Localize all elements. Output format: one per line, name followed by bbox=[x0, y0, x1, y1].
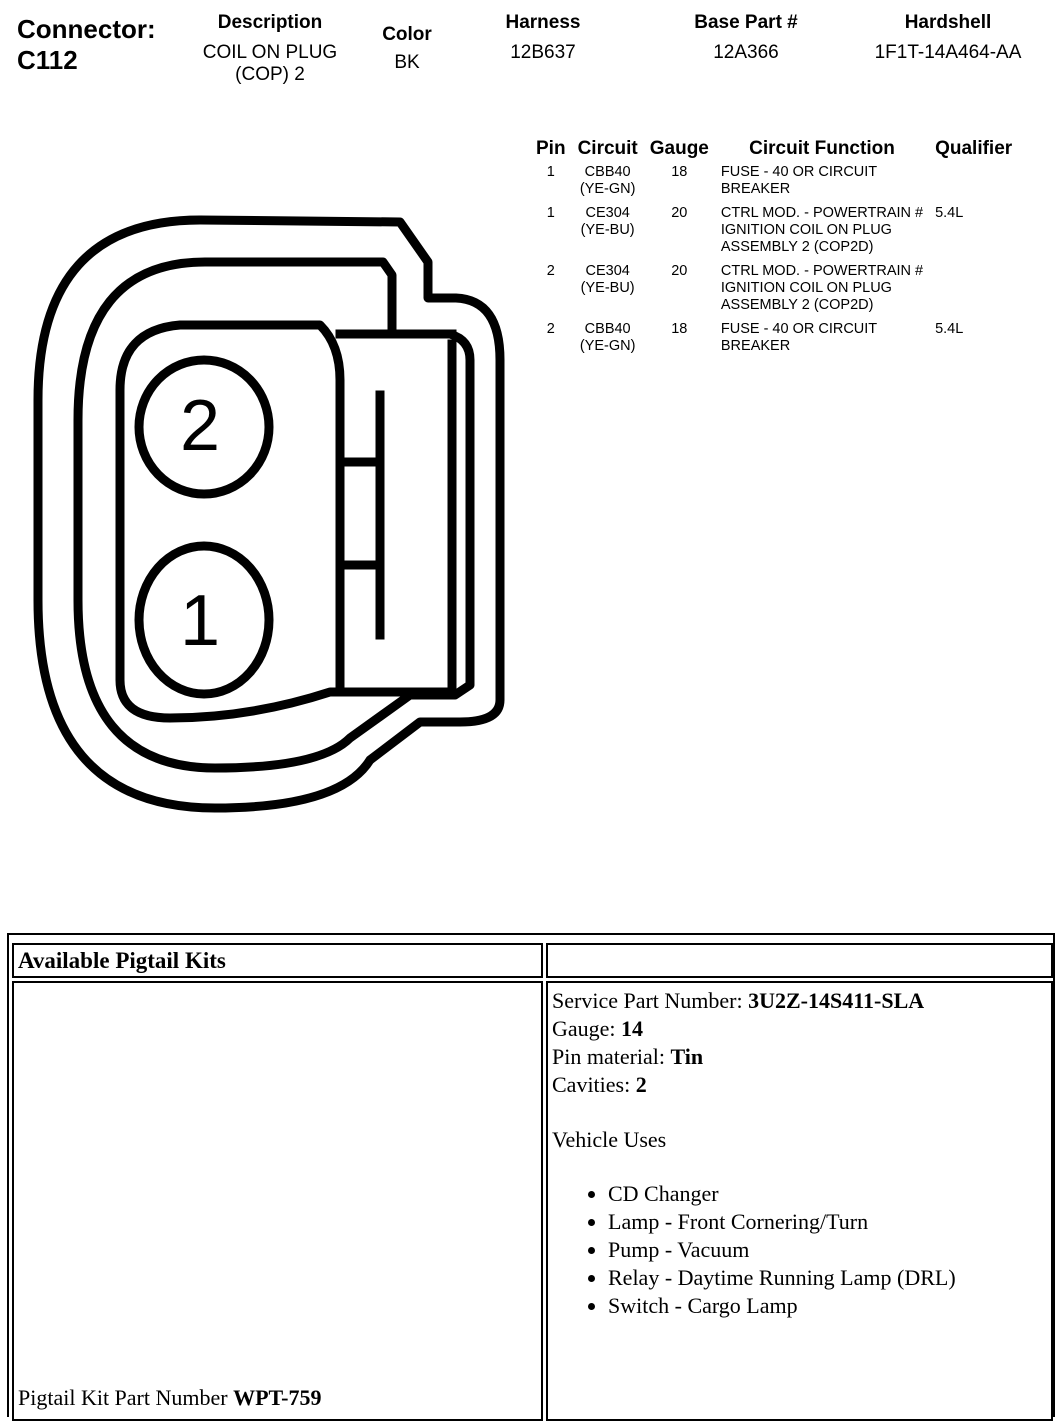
circuit-function-cell bbox=[715, 205, 929, 263]
pigtail-image-cell bbox=[12, 981, 543, 1421]
function-line: BREAKER bbox=[720, 338, 791, 354]
circuit-cell bbox=[572, 205, 644, 263]
gauge-cell: 20 bbox=[671, 205, 688, 221]
list-item: • Switch - Cargo Lamp bbox=[608, 1292, 956, 1320]
qualifier-cell: 5.4L bbox=[935, 205, 964, 221]
function-line: IGNITION COIL ON PLUG bbox=[720, 222, 892, 238]
service-part-value: 3U2Z-14S411-SLA bbox=[748, 988, 925, 1013]
pin-table-header-row bbox=[530, 138, 1018, 164]
gauge-cell: 18 bbox=[671, 164, 688, 180]
color-value: BK bbox=[394, 52, 420, 73]
circuit-id: CBB40 bbox=[584, 164, 631, 180]
circuit-function-column-header: Circuit Function bbox=[749, 138, 895, 159]
circuit-id: CBB40 bbox=[584, 321, 631, 337]
hardshell-value: 1F1T-14A464-AA bbox=[874, 42, 1022, 63]
base-part-heading: Base Part # bbox=[694, 12, 798, 33]
function-line: BREAKER bbox=[720, 181, 791, 197]
pin-table-row bbox=[530, 263, 1018, 321]
circuit-cell bbox=[572, 164, 644, 205]
function-line: CTRL MOD. - POWERTRAIN # bbox=[720, 205, 924, 221]
gauge-value: 14 bbox=[621, 1016, 644, 1041]
qualifier-cell bbox=[929, 263, 1018, 321]
function-line: FUSE - 40 OR CIRCUIT bbox=[720, 164, 878, 180]
pin-table-row bbox=[530, 164, 1018, 205]
vehicle-uses-list bbox=[552, 1180, 956, 1320]
cavities-label: Cavities: bbox=[552, 1072, 636, 1097]
function-line: FUSE - 40 OR CIRCUIT bbox=[720, 321, 878, 337]
service-part-number bbox=[552, 987, 956, 1015]
circuit-wire-color: (YE-GN) bbox=[579, 181, 636, 197]
pigtail-kits-title: Available Pigtail Kits bbox=[12, 943, 543, 978]
pin-column-header: Pin bbox=[536, 138, 566, 159]
pigtail-kit-part-number bbox=[18, 1385, 322, 1411]
connector-header bbox=[0, 0, 1063, 100]
circuit-function-cell bbox=[715, 321, 929, 362]
pigtail-details bbox=[552, 987, 956, 1320]
pin-number: 2 bbox=[546, 263, 555, 279]
gauge-label: Gauge: bbox=[552, 1016, 622, 1041]
pin-material-value: Tin bbox=[670, 1044, 704, 1069]
hardshell-column bbox=[858, 12, 1038, 64]
cavities-value: 2 bbox=[635, 1072, 647, 1097]
pin-cavity-outline bbox=[120, 325, 452, 718]
function-line: IGNITION COIL ON PLUG bbox=[720, 280, 892, 296]
pigtail-kits-table bbox=[7, 933, 1055, 1417]
connector-label: Connector: bbox=[17, 14, 156, 44]
circuit-id: CE304 bbox=[585, 263, 630, 279]
circuit-function-cell bbox=[715, 263, 929, 321]
description-heading: Description bbox=[217, 12, 323, 33]
gauge-column-header: Gauge bbox=[649, 138, 709, 159]
cavities-line bbox=[552, 1071, 956, 1099]
base-part-value: 12A366 bbox=[713, 42, 779, 63]
qualifier-column-header: Qualifier bbox=[935, 138, 1013, 159]
kit-part-value: WPT-759 bbox=[233, 1385, 322, 1410]
circuit-wire-color: (YE-BU) bbox=[580, 280, 635, 296]
vehicle-uses-heading: Vehicle Uses bbox=[552, 1127, 667, 1152]
pin-number: 1 bbox=[546, 164, 555, 180]
harness-column bbox=[483, 12, 603, 64]
harness-heading: Harness bbox=[505, 12, 581, 33]
pin-material-line bbox=[552, 1043, 956, 1071]
pin-table-row bbox=[530, 205, 1018, 263]
circuit-cell bbox=[572, 321, 644, 362]
gauge-line bbox=[552, 1015, 956, 1043]
function-line: ASSEMBLY 2 (COP2D) bbox=[720, 239, 874, 255]
circuit-cell bbox=[572, 263, 644, 321]
pin-table bbox=[530, 138, 1018, 362]
connector-id: C112 bbox=[17, 45, 78, 75]
hardshell-heading: Hardshell bbox=[904, 12, 992, 33]
service-part-label: Service Part Number: bbox=[552, 988, 749, 1013]
gauge-cell: 18 bbox=[671, 321, 688, 337]
qualifier-cell: 5.4L bbox=[935, 321, 964, 337]
circuit-wire-color: (YE-GN) bbox=[579, 338, 636, 354]
color-column bbox=[367, 24, 447, 74]
list-item: • CD Changer bbox=[608, 1180, 956, 1208]
connector-title bbox=[17, 14, 156, 76]
list-item: • Pump - Vacuum bbox=[608, 1236, 956, 1264]
base-part-column bbox=[676, 12, 816, 64]
harness-value: 12B637 bbox=[510, 42, 576, 63]
pin-material-label: Pin material: bbox=[552, 1044, 671, 1069]
gauge-cell: 20 bbox=[671, 263, 688, 279]
list-item: • Relay - Daytime Running Lamp (DRL) bbox=[608, 1264, 956, 1292]
function-line: ASSEMBLY 2 (COP2D) bbox=[720, 297, 874, 313]
pin-table-row bbox=[530, 321, 1018, 362]
pin-2-label: 2 bbox=[179, 386, 221, 466]
pigtail-details-cell bbox=[546, 981, 1053, 1421]
description-line-1: COIL ON PLUG bbox=[202, 42, 338, 63]
pin-1-label: 1 bbox=[179, 581, 221, 661]
description-line-2: (COP) 2 bbox=[235, 64, 305, 85]
kit-part-label: Pigtail Kit Part Number bbox=[18, 1385, 234, 1410]
circuit-wire-color: (YE-BU) bbox=[580, 222, 635, 238]
circuit-column-header: Circuit bbox=[577, 138, 638, 159]
pin-number: 2 bbox=[546, 321, 555, 337]
circuit-id: CE304 bbox=[585, 205, 630, 221]
qualifier-cell bbox=[929, 164, 1018, 205]
circuit-function-cell bbox=[715, 164, 929, 205]
color-heading: Color bbox=[382, 24, 432, 45]
connector-face-diagram bbox=[0, 180, 530, 830]
pigtail-title-empty-cell bbox=[546, 943, 1053, 978]
description-column bbox=[190, 12, 350, 86]
pin-number: 1 bbox=[546, 205, 555, 221]
list-item: • Lamp - Front Cornering/Turn bbox=[608, 1208, 956, 1236]
function-line: CTRL MOD. - POWERTRAIN # bbox=[720, 263, 924, 279]
